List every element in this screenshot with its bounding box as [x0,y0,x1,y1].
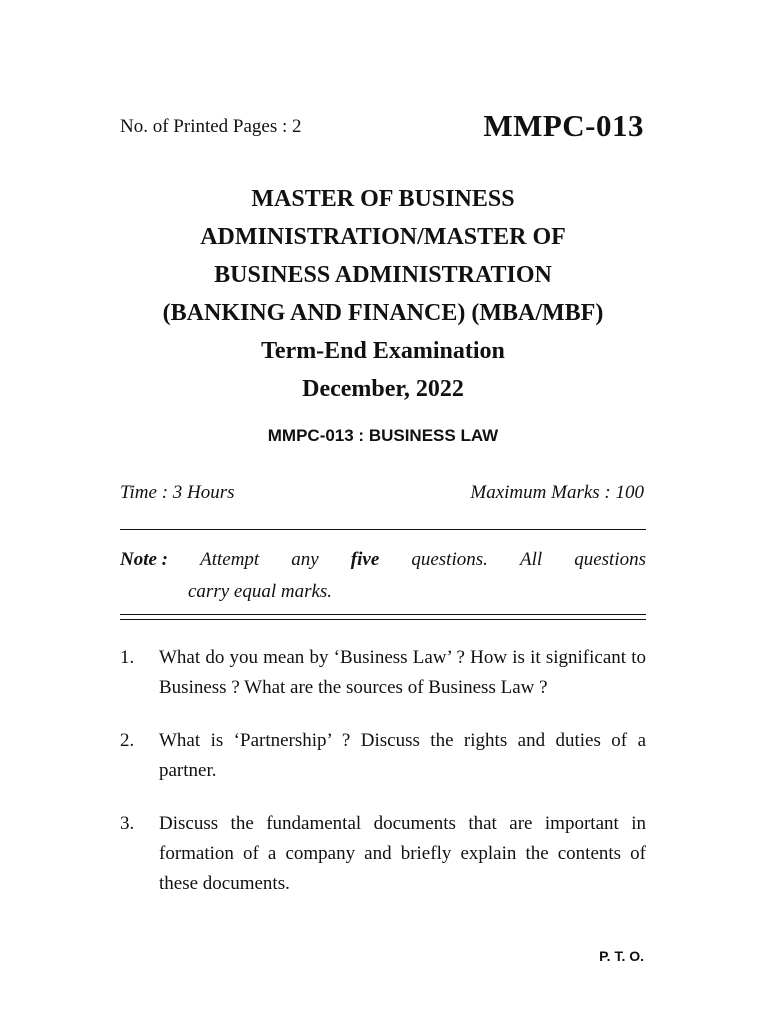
note-word: All [519,549,543,570]
programme-title [120,180,646,408]
note-line-2: carry equal marks. [188,581,333,602]
question-item [120,809,646,899]
question-number: 3. [120,813,135,834]
question-item [120,643,646,703]
title-line: MASTER OF BUSINESS [251,186,515,212]
exam-session: December, 2022 [302,376,464,402]
course-code: MMPC-013 [483,108,644,143]
paper-title: MMPC-013 : BUSINESS LAW [267,426,499,445]
question-number: 2. [120,730,135,751]
note-word: Attempt [200,549,260,570]
question-item [120,726,646,786]
question-text: Discuss the fundamental documents that are important in formation of a company and briefly explain the contents of these documents. [159,813,646,894]
exam-type: Term-End Examination [261,338,505,364]
question-text: What is ‘Partnership’ ? Discuss the rights and duties of a partner. [159,730,646,781]
note-word: any [291,549,319,570]
please-turn-over: P. T. O. [599,948,644,964]
note-label: Note : [120,549,169,570]
title-line: BUSINESS ADMINISTRATION [214,262,552,288]
divider [120,529,646,530]
note-word: questions. [411,549,488,570]
instructions-note [120,544,646,608]
question-number: 1. [120,647,135,668]
question-list [120,643,646,922]
header-row [120,108,646,148]
maximum-marks: Maximum Marks : 100 [470,482,644,503]
note-word-emphasis: five [350,549,380,570]
double-divider-bottom [120,619,646,620]
note-word: questions [574,549,646,570]
title-line: ADMINISTRATION/MASTER OF [200,224,566,250]
exam-duration: Time : 3 Hours [120,482,235,503]
double-divider-top [120,614,646,615]
exam-paper-page [120,0,646,1024]
printed-pages-count: No. of Printed Pages : 2 [120,116,302,137]
question-text: What do you mean by ‘Business Law’ ? How is it significant to Business ? What are the sources of Business Law ? [159,647,646,698]
title-line: (BANKING AND FINANCE) (MBA/MBF) [162,300,604,326]
